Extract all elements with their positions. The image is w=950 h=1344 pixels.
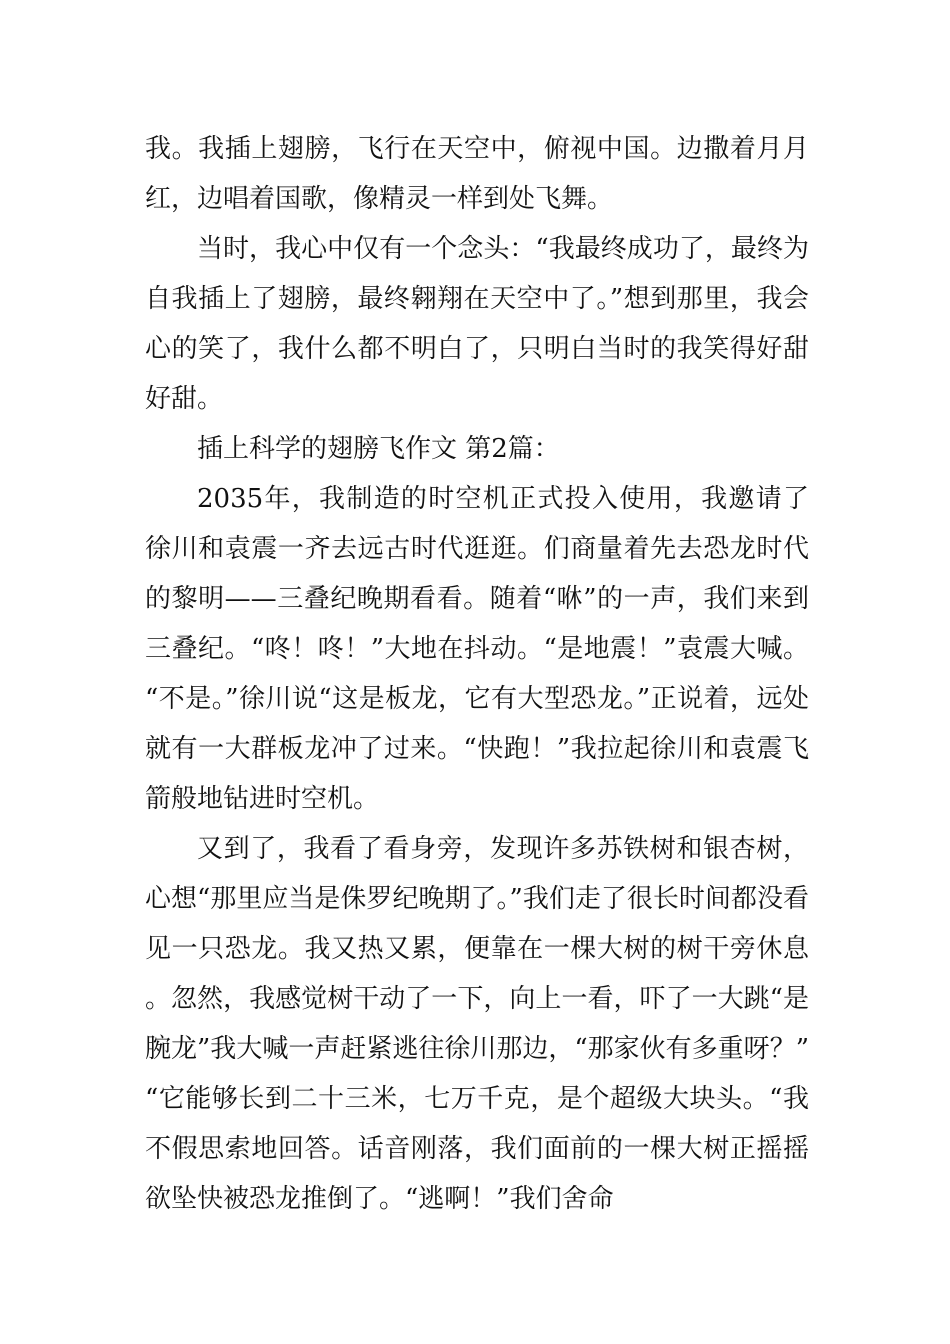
document-body [145, 124, 809, 1224]
paragraph-1: 我。我插上翅膀，飞行在天空中，俯视中国。边撒着月月红，边唱着国歌，像精灵一样到处飞舞。 [145, 134, 809, 214]
paragraph-2: 当时，我心中仅有一个念头：“我最终成功了，最终为自我插上了翅膀，最终翱翔在天空中了。”想到那里，我会心的笑了，我什么都不明白了，只明白当时的我笑得好甜好甜。 [145, 234, 809, 414]
paragraph-4: 又到了，我看了看身旁，发现许多苏铁树和银杏树，心想“那里应当是侏罗纪晚期了。”我们走了很长时间都没看见一只恐龙。我又热又累，便靠在一棵大树的树干旁休息。忽然，我感觉树干动了一下，向上一看，吓了一大跳“是腕龙”我大喊一声赶紧逃往徐川那边，“那家伙有多重呀？”“它能够长到二十三米，七万千克，是个超级大块头。“我不假思索地回答。话音刚落，我们面前的一棵大树正摇摇欲坠快被恐龙推倒了。“逃啊！”我们舍命 [145, 834, 809, 1214]
paragraph-3: 2035年，我制造的时空机正式投入使用，我邀请了徐川和袁震一齐去远古时代逛逛。们商量着先去恐龙时代的黎明——三叠纪晚期看看。随着“咻”的一声，我们来到三叠纪。“咚！咚！”大地在抖动。“是地震！”袁震大喊。“不是。”徐川说“这是板龙，它有大型恐龙。”正说着，远处就有一大群板龙冲了过来。“快跑！”我拉起徐川和袁震飞箭般地钻进时空机。 [145, 484, 809, 814]
section-heading: 插上科学的翅膀飞作文 第2篇： [197, 434, 560, 464]
